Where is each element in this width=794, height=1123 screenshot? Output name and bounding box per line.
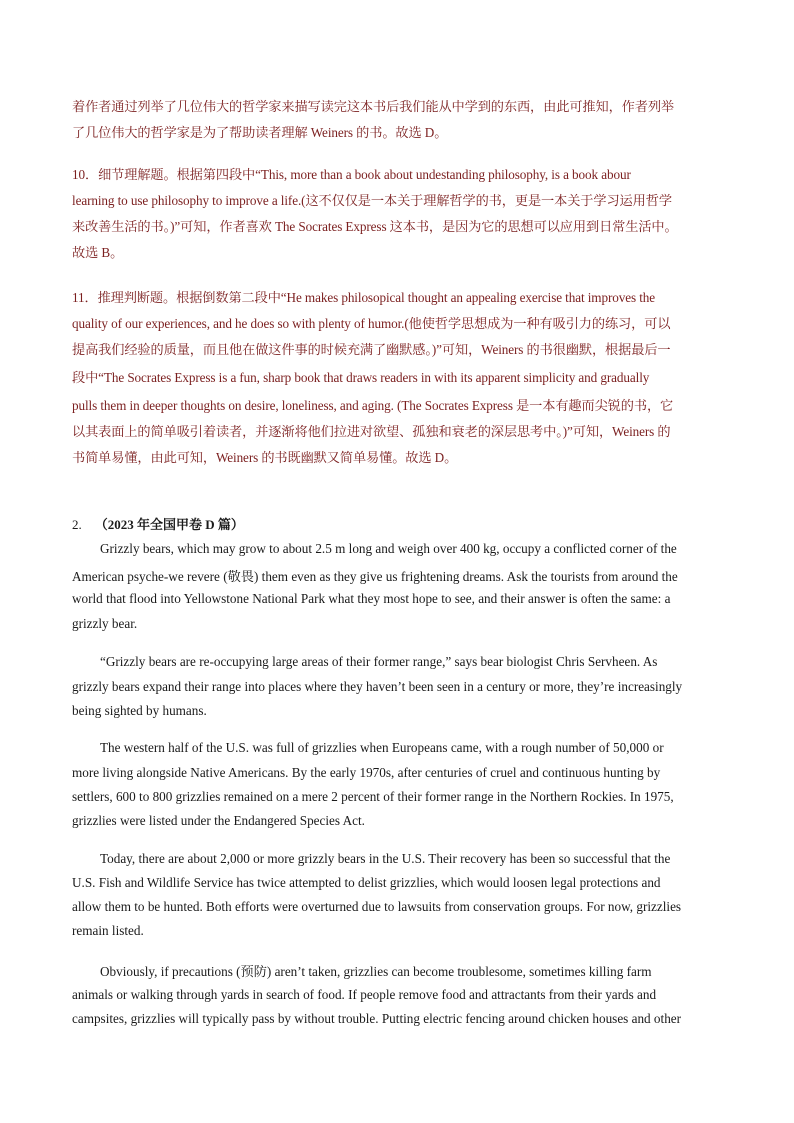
text-line: 故选 B。 <box>72 245 124 260</box>
text-line: “Grizzly bears are re-occupying large areas of their former range,” says bear biologist Chris Servheen. As <box>100 654 658 669</box>
text-line: campsites, grizzlies will typically pass by without trouble. Putting electric fencing around chicken houses and other <box>72 1011 682 1026</box>
text-line: U.S. Fish and Wildlife Service has twice attempted to delist grizzlies, which would loosen legal protections and <box>72 875 661 890</box>
text-line: quality of our experiences, and he does so with plenty of humor.(他使哲学思想成为一种有吸引力的练习，可以 <box>72 316 671 331</box>
text-line: 段中“The Socrates Express is a fun, sharp book that draws readers in with its apparent simplicity and gradually <box>72 370 650 385</box>
section-heading <box>72 514 244 533</box>
text-line: world that flood into Yellowstone National Park what they most hope to see, and their answer is often the same: a <box>72 591 671 606</box>
text-line: animals or walking through yards in search of food. If people remove food and attractants from their yards and <box>72 987 657 1002</box>
text-line: grizzlies were listed under the Endangered Species Act. <box>72 813 365 828</box>
text-line: 书简单易懂，由此可知，Weiners 的书既幽默又简单易懂。故选 D。 <box>72 450 458 465</box>
text-line: Today, there are about 2,000 or more grizzly bears in the U.S. Their recovery has been so successful that the <box>100 851 671 866</box>
text-line: grizzly bears expand their range into places where they haven’t been seen in a century or more, they’re increasingly <box>72 679 683 694</box>
text-line: pulls them in deeper thoughts on desire, loneliness, and aging. (The Socrates Express 是一本有趣而尖锐的书，它 <box>72 398 674 413</box>
text-line: grizzly bear. <box>72 616 138 631</box>
text-line: remain listed. <box>72 923 144 938</box>
text-line: 以其表面上的简单吸引着读者，并逐渐将他们拉进对欲望、孤独和衰老的深层思考中。)”可知，Weiners 的 <box>72 424 671 439</box>
text-line: being sighted by humans. <box>72 703 207 718</box>
text-line: The western half of the U.S. was full of grizzlies when Europeans came, with a rough number of 50,000 or <box>100 740 664 755</box>
section-source: （2023 年全国甲卷 D 篇） <box>94 517 244 532</box>
text-line: learning to use philosophy to improve a life.(这不仅仅是一本关于理解哲学的书，更是一本关于学习运用哲学 <box>72 193 672 208</box>
text-line: 提高我们经验的质量，而且他在做这件事的时候充满了幽默感。)”可知，Weiners 的书很幽默，根据最后一 <box>72 342 671 357</box>
text-line: allow them to be hunted. Both efforts were overturned due to lawsuits from conservation groups. For now, grizzlies <box>72 899 682 914</box>
text-line: American psyche-we revere (敬畏) them even as they give us frightening dreams. Ask the tourists from around the <box>72 569 678 584</box>
text-line: Grizzly bears, which may grow to about 2.5 m long and weigh over 400 kg, occupy a conflicted corner of the <box>100 541 677 556</box>
text-line: 10．细节理解题。根据第四段中“This, more than a book about undestanding philosophy, is a book abour <box>72 167 631 182</box>
text-line: 了几位伟大的哲学家是为了帮助读者理解 Weiners 的书。故选 D。 <box>72 125 448 140</box>
text-line: settlers, 600 to 800 grizzlies remained on a mere 2 percent of their former range in the Northern Rockies. In 1975, <box>72 789 674 804</box>
text-line: 来改善生活的书。)”可知，作者喜欢 The Socrates Express 这本书，是因为它的思想可以应用到日常生活中。 <box>72 219 678 234</box>
section-number: 2. <box>72 517 82 532</box>
text-line: 11．推理判断题。根据倒数第二段中“He makes philosopical thought an appealing exercise that improves the <box>72 290 656 305</box>
text-line: more living alongside Native Americans. By the early 1970s, after centuries of cruel and continuous hunting by <box>72 765 661 780</box>
text-line: 着作者通过列举了几位伟大的哲学家来描写读完这本书后我们能从中学到的东西，由此可推知，作者列举 <box>72 99 675 114</box>
text-line: Obviously, if precautions (预防) aren’t taken, grizzlies can become troublesome, sometimes killing farm <box>100 964 652 979</box>
